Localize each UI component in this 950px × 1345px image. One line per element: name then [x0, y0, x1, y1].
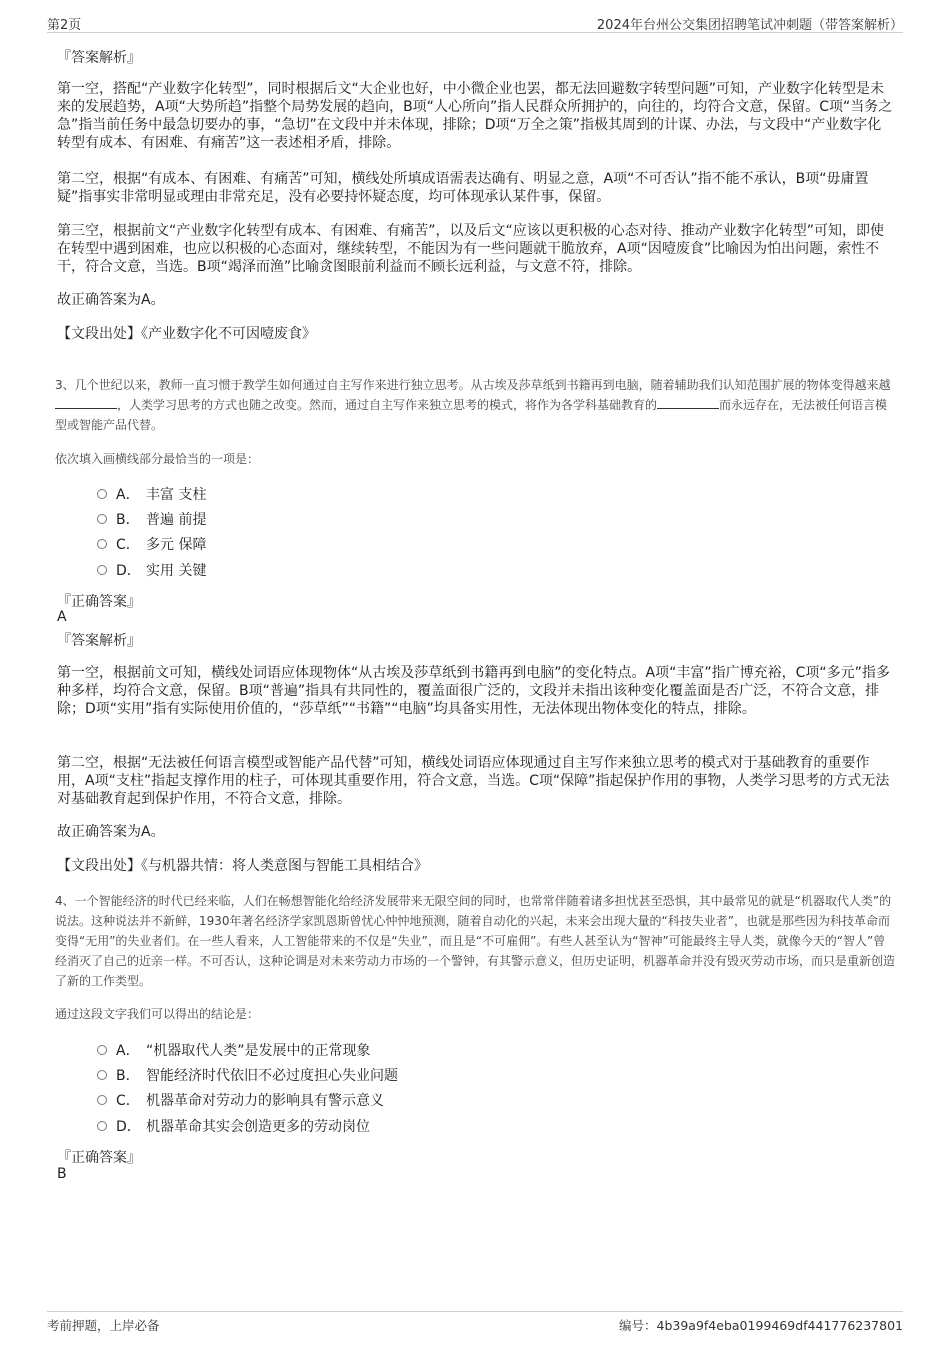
q3-stem: 3、几个世纪以来，教师一直习惯于教学生如何通过自主写作来进行独立思考。从古埃及莎草纸到书籍再到电脑，随着辅助我们认知范围扩展的物体变得越来越，人类学习思考的方式也随之改变。然而，通过自主写作来独立思考的模式，将作为各学科基础教育的 而永远存在，无法被任何语言模型或智能产品代替。	[55, 378, 891, 432]
q3-source	[57, 857, 428, 875]
q3-prompt: 依次填入画横线部分最恰当的一项是：	[55, 452, 260, 466]
source-title: 《产业数字化不可因噎废食》	[141, 326, 316, 342]
q3-option-d[interactable]: D． 实用 关键	[97, 561, 206, 581]
page-number: 第2页	[47, 18, 82, 33]
q2-source	[57, 325, 316, 343]
q4-option-a[interactable]: A． “机器取代人类”是发展中的正常现象	[97, 1041, 371, 1061]
source-title: 《与机器共情：将人类意图与智能工具相结合》	[141, 858, 428, 874]
q4-option-c[interactable]: C． 机器革命对劳动力的影响具有警示意义	[97, 1091, 384, 1111]
radio-icon[interactable]	[97, 539, 107, 549]
q3-analysis-p1: 第一空，根据前文可知，横线处词语应体现物体“从古埃及莎草纸到书籍再到电脑”的变化特点。A项“丰富”指广博充裕，C项“多元”指多种多样，均符合文意，保留。B项“普遍”指具有共同性的，覆盖面很广泛的，文段并未指出该种变化覆盖面是否广泛，不符合文意，排除；D项“实用”指有实际使用价值的，“莎草纸”“书籍”“电脑”均具备实用性，无法体现出物体变化的特点，排除。	[57, 665, 890, 717]
analysis-label: 『答案解析』	[57, 633, 141, 649]
radio-icon[interactable]	[97, 1045, 107, 1055]
radio-icon[interactable]	[97, 1095, 107, 1105]
q4-stem: 4、一个智能经济的时代已经来临，人们在畅想智能化给经济发展带来无限空间的同时，也常常伴随着诸多担忧甚至恐惧，其中最常见的就是“机器取代人类”的说法。这种说法并不新鲜，1930年著名经济学家凯恩斯曾忧心忡忡地预测，随着自动化的兴起，未来会出现大量的“科技失业者”，也就是那些因为科技革命而变得“无用”的失业者们。在一些人看来，人工智能带来的不仅是“失业”，而且是“不可雇佣”。有些人甚至认为“智神”可能最终主导人类，就像今天的“智人”曾经消灭了自己的近亲一样。不可否认，这种论调是对未来劳动力市场的一个警钟，有其警示意义，但历史证明，机器革命并没有毁灭劳动市场，而只是重新创造了新的工作类型。	[55, 894, 896, 988]
page-footer	[47, 1311, 903, 1336]
document-title: 2024年台州公交集团招聘笔试冲刺题（带答案解析）	[596, 18, 903, 33]
footer-slogan: 考前押题，上岸必备	[47, 1318, 160, 1333]
q2-analysis-p2: 第二空，根据“有成本、有困难、有痛苦”可知，横线处所填成语需表达确有、明显之意，A项“不可否认”指不能不承认，B项“毋庸置疑”指事实非常明显或理由非常充足，没有必要持怀疑态度，均可体现承认某件事，保留。	[57, 171, 869, 205]
q2-conclusion: 故正确答案为A。	[57, 292, 165, 308]
q4-answer: B	[57, 1166, 67, 1182]
q3-option-b[interactable]: B． 普遍 前提	[97, 510, 206, 530]
q3-analysis-p2: 第二空，根据“无法被任何语言模型或智能产品代替”可知，横线处词语应体现通过自主写作来独立思考的模式对于基础教育的重要作用，A项“支柱”指起支撑作用的柱子，可体现其重要作用，符合文意，当选。C项“保障”指起保护作用的事物，人类学习思考的方式无法对基础教育起到保护作用，不符合文意，排除。	[57, 755, 890, 807]
correct-label: 『正确答案』	[57, 594, 141, 610]
radio-icon[interactable]	[97, 1070, 107, 1080]
q2-analysis-p1: 第一空，搭配“产业数字化转型”，同时根据后文“大企业也好，中小微企业也罢，都无法回避数字转型问题”可知，产业数字化转型是未来的发展趋势，A项“大势所趋”指整个局势发展的趋向，B项“人心所向”指人民群众所拥护的，向往的，均符合文意，保留。C项“当务之急”指当前任务中最急切要办的事，“急切”在文段中并未体现，排除；D项“万全之策”指极其周到的计谋、办法，与文段中“产业数字化转型有成本、有困难、有痛苦”这一表述相矛盾，排除。	[57, 81, 893, 151]
page-header	[47, 12, 903, 33]
document-id: 编号：4b39a9f4eba0199469df441776237801	[619, 1318, 903, 1333]
radio-icon[interactable]	[97, 489, 107, 499]
source-prefix: 【文段出处】	[57, 326, 141, 342]
analysis-label: 『答案解析』	[57, 50, 141, 66]
radio-icon[interactable]	[97, 514, 107, 524]
blank-1	[55, 396, 117, 409]
q3-option-a[interactable]: A． 丰富 支柱	[97, 485, 206, 505]
q3-answer: A	[57, 609, 67, 625]
q3-option-c[interactable]: C． 多元 保障	[97, 535, 206, 555]
correct-label: 『正确答案』	[57, 1150, 141, 1166]
q4-option-b[interactable]: B． 智能经济时代依旧不必过度担心失业问题	[97, 1066, 398, 1086]
q3-conclusion: 故正确答案为A。	[57, 824, 165, 840]
q4-option-d[interactable]: D． 机器革命其实会创造更多的劳动岗位	[97, 1117, 370, 1137]
blank-2	[657, 396, 719, 409]
radio-icon[interactable]	[97, 1121, 107, 1131]
source-prefix: 【文段出处】	[57, 858, 141, 874]
q4-prompt: 通过这段文字我们可以得出的结论是：	[55, 1007, 260, 1021]
radio-icon[interactable]	[97, 565, 107, 575]
q2-analysis-p3: 第三空，根据前文“产业数字化转型有成本、有困难、有痛苦”，以及后文“应该以更积极的心态对待、推动产业数字化转型”可知，即使在转型中遇到困难，也应以积极的心态面对，继续转型，不能因为有一些问题就干脆放弃，A项“因噎废食”比喻因为怕出问题，索性不干，符合文意，当选。B项“竭泽而渔”比喻贪图眼前利益而不顾长远利益，与文意不符，排除。	[57, 223, 885, 275]
